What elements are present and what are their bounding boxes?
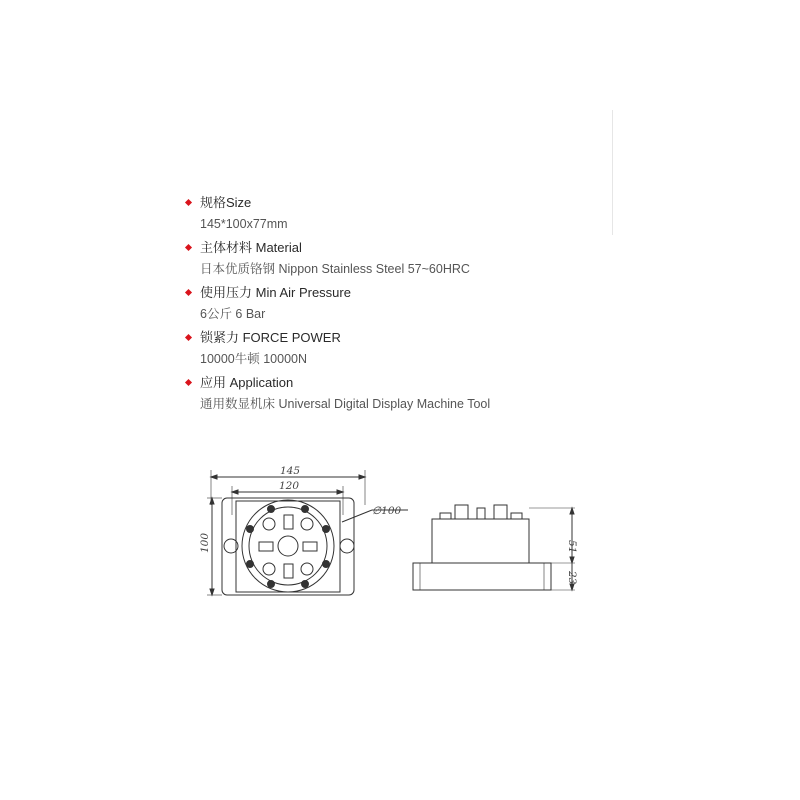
- spec-value: 通用数显机床 Universal Digital Display Machine Tool: [200, 397, 491, 411]
- dim-width-inner: 120: [279, 480, 300, 492]
- dim-height: 100: [199, 532, 211, 553]
- spec-title: 应用 Application: [200, 375, 294, 390]
- spec-value: 10000牛顿 10000N: [200, 352, 308, 366]
- spec-title: 使用压力 Min Air Pressure: [200, 285, 351, 300]
- spec-title: 主体材料 Material: [200, 240, 302, 255]
- spec-value: 日本优质铬钢 Nippon Stainless Steel 57~60HRC: [200, 262, 470, 276]
- side-view: [413, 505, 575, 590]
- dim-side-lower: 23: [566, 571, 578, 585]
- spec-title: 规格Size: [200, 195, 252, 210]
- spec-value: 6公斤 6 Bar: [200, 307, 266, 321]
- dim-side-upper: 51: [566, 540, 578, 554]
- spec-value: 145*100x77mm: [200, 217, 288, 231]
- dim-diameter: ∅100: [372, 505, 402, 517]
- top-view: [222, 498, 354, 595]
- dim-width-outer: 145: [280, 465, 301, 477]
- spec-title: 锁紧力 FORCE POWER: [200, 330, 341, 345]
- dimension-lines: [207, 470, 408, 595]
